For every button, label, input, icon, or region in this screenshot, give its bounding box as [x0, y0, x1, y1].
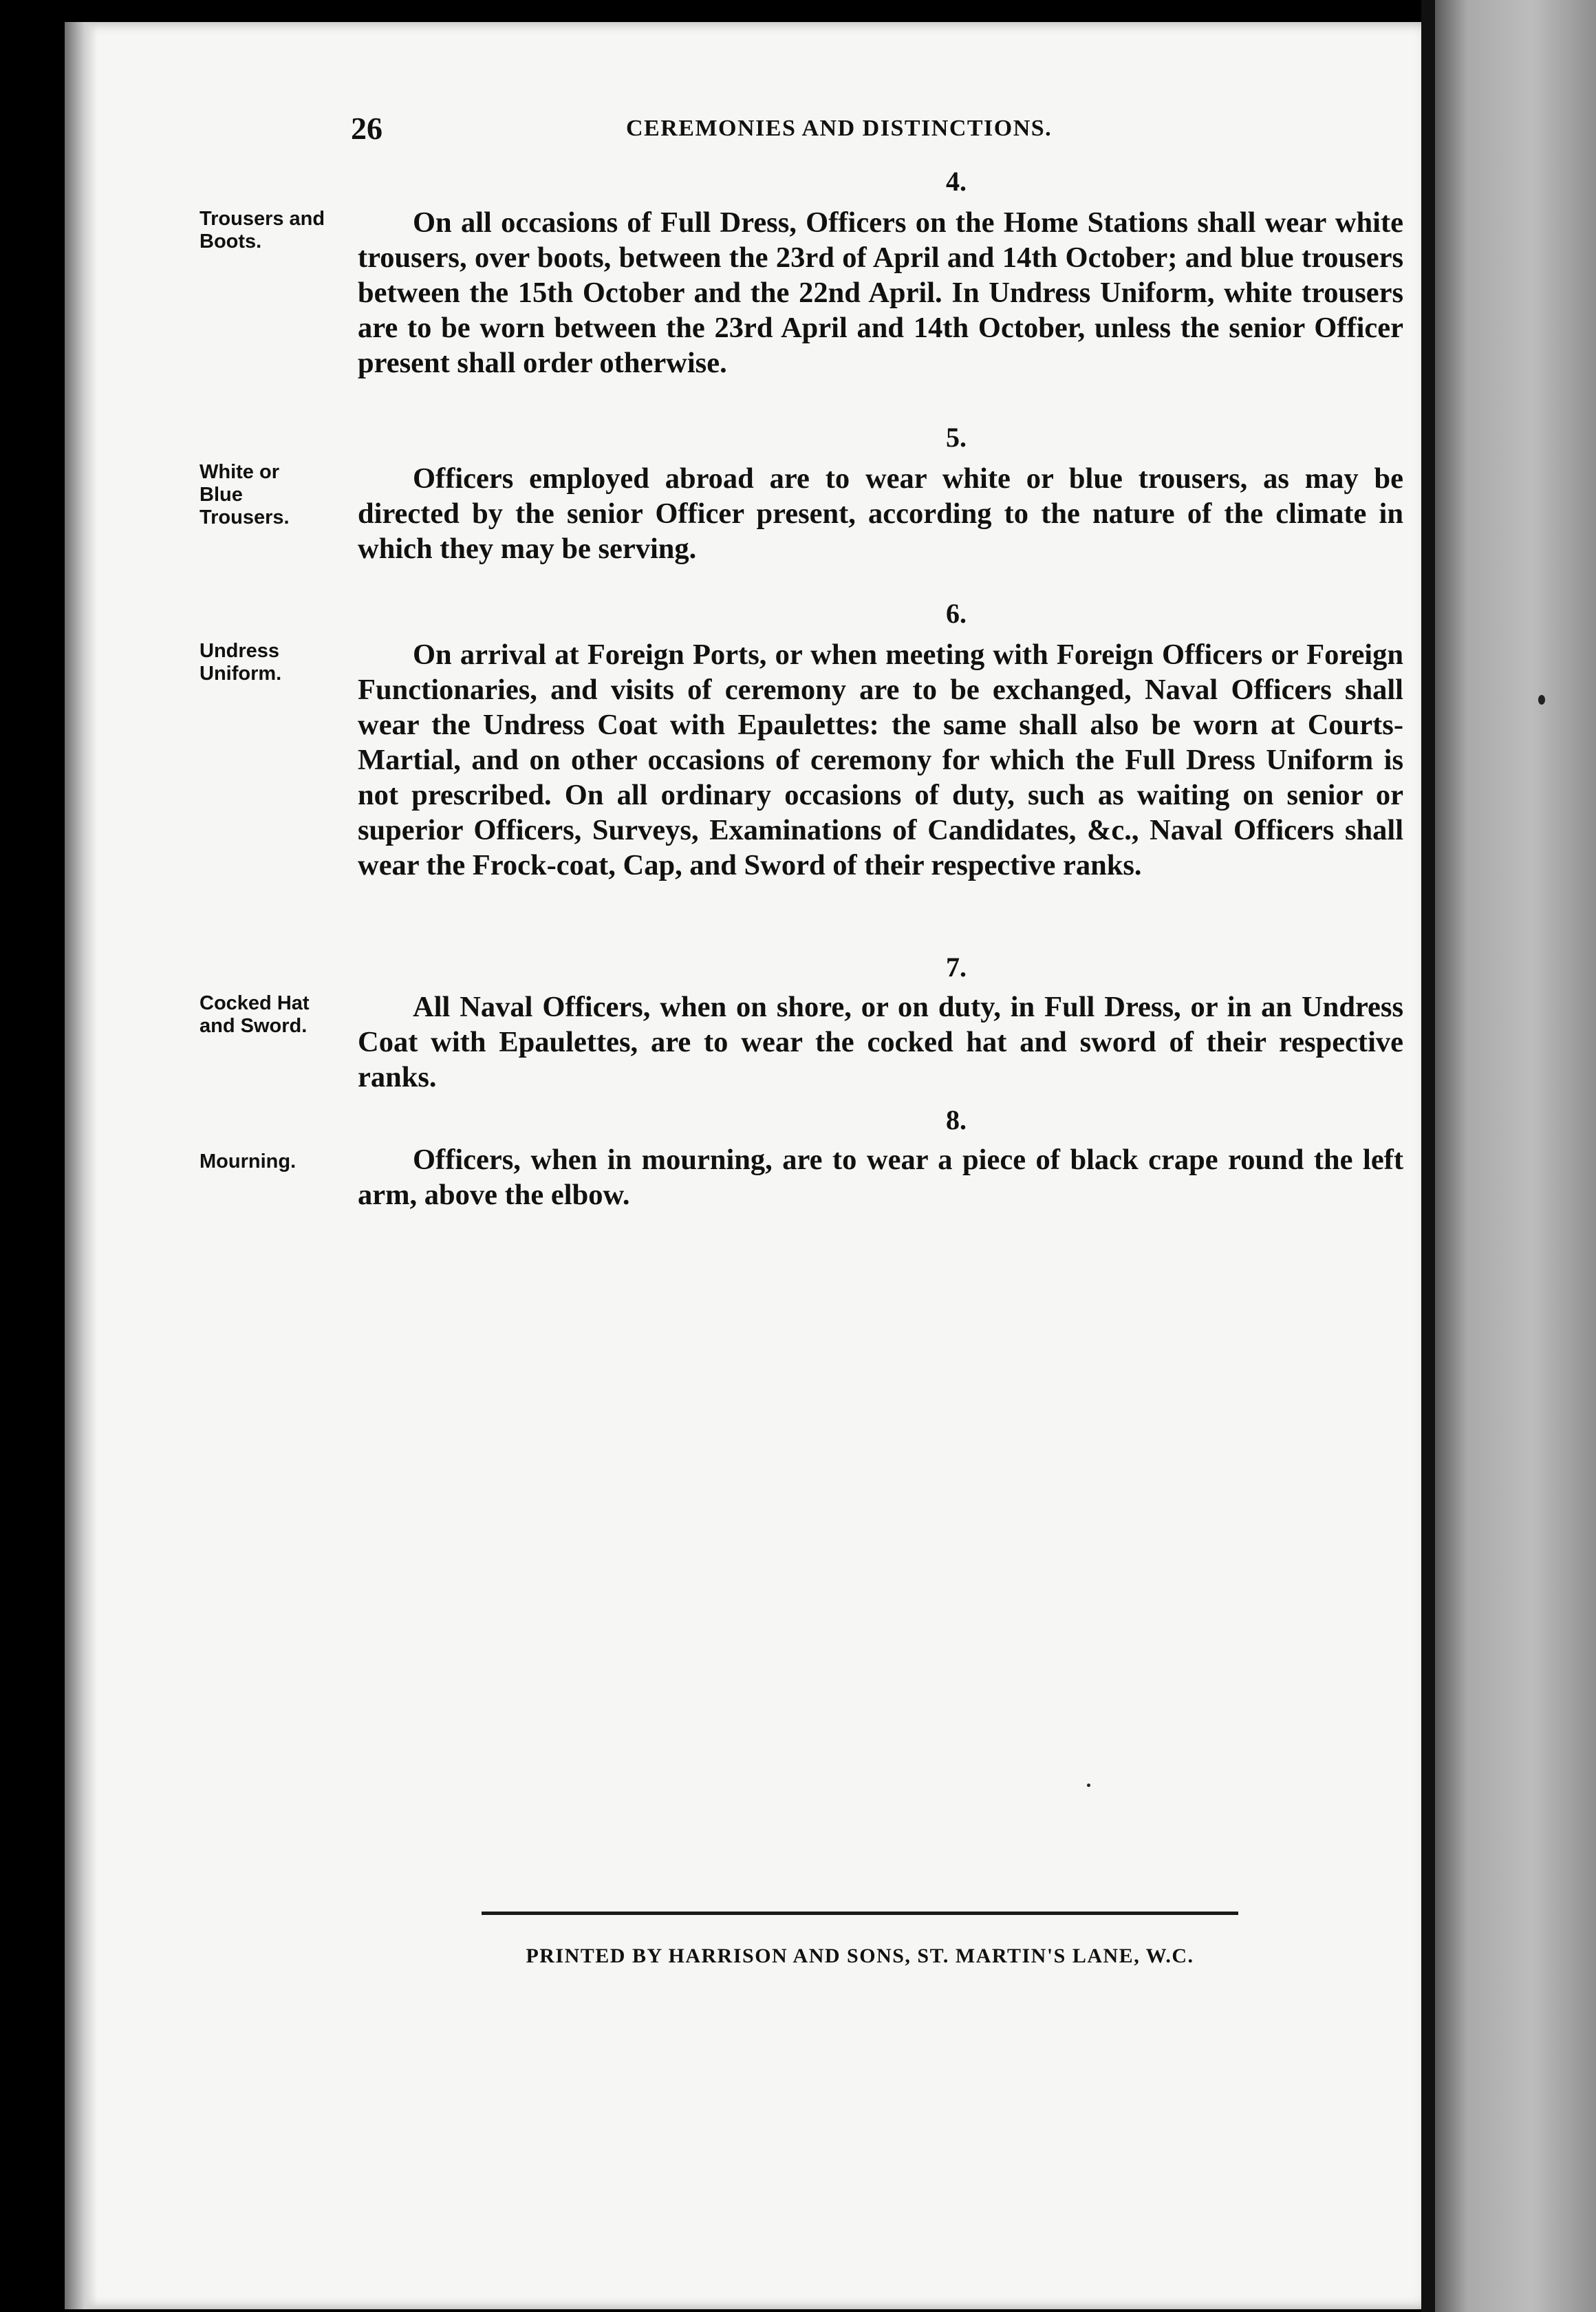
article-text: On arrival at Foreign Ports, or when meeting with Foreign Officers or Foreign Functionaries, and visits of ceremony are to be exchanged, Naval Officers shall wear the Undress Coat with Epaulettes: the same shall also be worn at Courts-Martial, and on other occasions of ceremony for which the Full Dress Uniform is not prescribed. On all ordinary occasions of duty, such as waiting on senior or superior Officers, Surveys, Examinations of Candidates, &c., Naval Officers shall wear the Frock-coat, Cap, and Sword of their respective ranks.: [358, 639, 1403, 881]
running-head: [351, 110, 1396, 151]
article-text: Officers employed abroad are to wear white or blue trousers, as may be directed by the senior Officer present, according to the nature of the climate in which they may be serving.: [358, 462, 1403, 565]
article-number: 8.: [946, 1104, 967, 1135]
book-gutter: [1421, 0, 1435, 2312]
side-note: Trousers and Boots.: [200, 208, 325, 253]
page-edge-shadow: [65, 22, 98, 2309]
ink-speck: [1087, 1784, 1090, 1787]
footer-rule: [482, 1912, 1238, 1915]
article-text: On all occasions of Full Dress, Officers on the Home Stations shall wear white trousers, over boots, between the 23rd of April and 14th October; and blue trousers between the 15th October and the 22nd April. In Undress Uniform, white trousers are to be worn between the 23rd April and 14th October, unless the senior Officer present shall order otherwise.: [358, 206, 1403, 379]
article-text: Officers, when in mourning, are to wear a piece of black crape round the left arm, above the elbow.: [358, 1144, 1403, 1211]
printer-imprint: PRINTED BY HARRISON AND SONS, ST. MARTIN'S LANE, W.C.: [526, 1945, 1194, 1967]
running-title: CEREMONIES AND DISTINCTIONS.: [626, 116, 1053, 141]
ink-speck: [1538, 695, 1545, 705]
article-number: 7.: [946, 952, 967, 983]
side-note: Cocked Hat and Sword.: [200, 992, 310, 1037]
opposite-page: [1435, 0, 1596, 2312]
page-number: 26: [351, 111, 382, 146]
article-number: 5.: [946, 422, 967, 453]
article-text: All Naval Officers, when on shore, or on duty, in Full Dress, or in an Undress Coat with Epaulettes, are to wear the cocked hat and sword of their respective ranks.: [358, 991, 1403, 1093]
article-number: 4.: [946, 166, 967, 197]
side-note: Mourning.: [200, 1150, 296, 1173]
side-note: White or Blue Trousers.: [200, 461, 290, 528]
side-note: Undress Uniform.: [200, 640, 282, 685]
article-number: 6.: [946, 598, 967, 629]
